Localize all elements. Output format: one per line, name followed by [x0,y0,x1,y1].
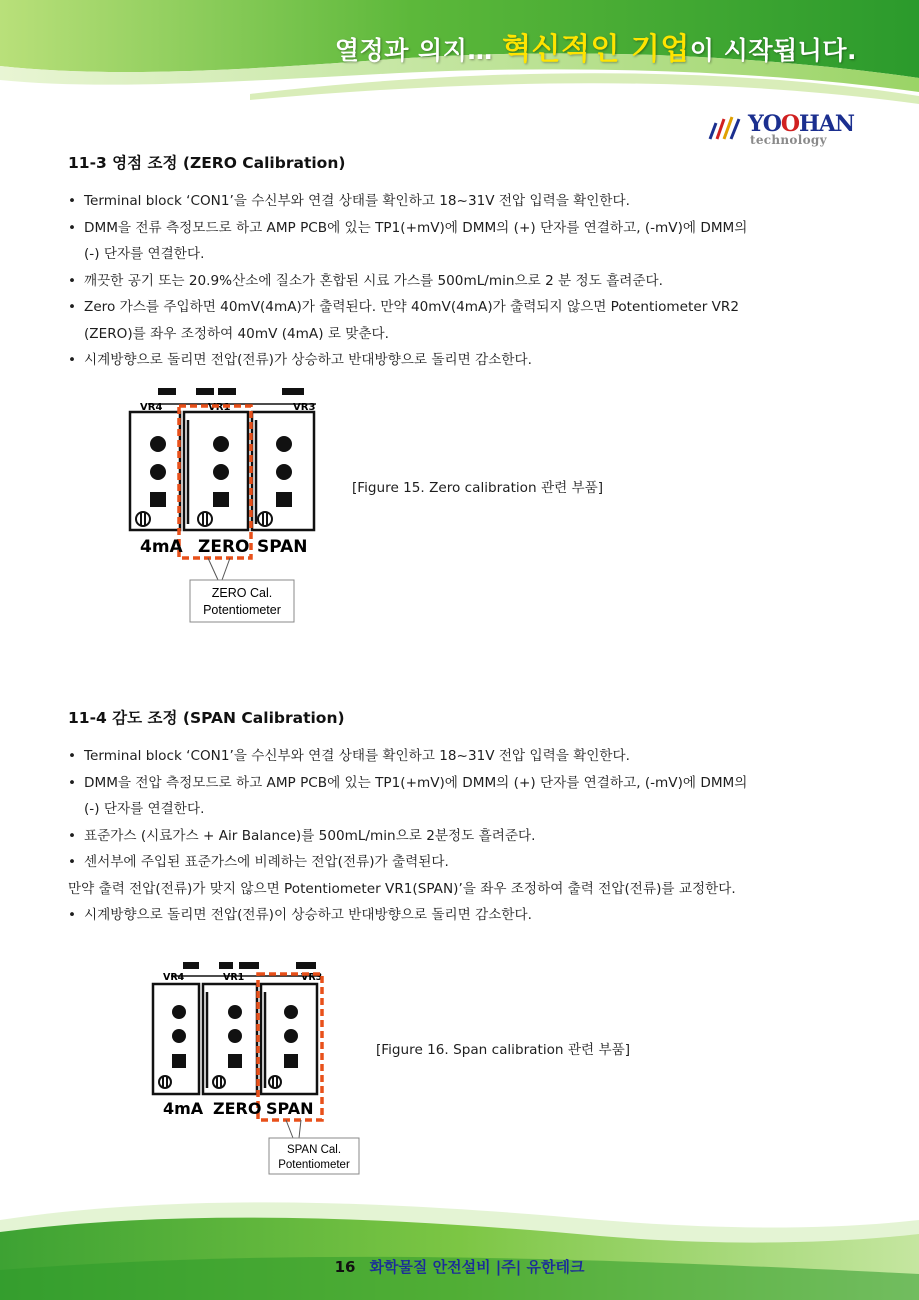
vr-label-2: VR1 [223,972,245,983]
header-slogan [335,24,857,68]
list-item: • Terminal block ‘CON1’을 수신부와 연결 상태를 확인하고 18~31V 전압 입력을 확인한다. [68,188,858,215]
callout-line1: ZERO Cal. [211,586,273,600]
callout-line2: Potentiometer [203,603,281,617]
figure-zero-potentiometer-diagram [118,384,328,629]
list-item: • DMM을 전압 측정모드로 하고 AMP PCB에 있는 TP1(+mV)에 DMM의 (+) 단자를 연결하고, (-mV)에 DMM의 [68,770,858,797]
slogan-post: 이 시작됩니다. [689,36,857,65]
list-item: • 시계방향으로 돌리면 전압(전류)이 상승하고 반대방향으로 돌리면 감소한다. [68,902,858,929]
footer-banner [0,1190,919,1300]
bottom-label-zero: ZERO [213,1099,262,1118]
list-item: • DMM을 전류 측정모드로 하고 AMP PCB에 있는 TP1(+mV)에 DMM의 (+) 단자를 연결하고, (-mV)에 DMM의 [68,215,858,242]
section-title-span: 11-4 감도 조정 (SPAN Calibration) [68,709,345,727]
list-item: • 시계방향으로 돌리면 전압(전류)가 상승하고 반대방향으로 돌리면 감소한다. [68,347,858,374]
zero-procedure-list [68,188,858,374]
span-procedure-list [68,743,858,929]
page-number: 16 [334,1258,356,1276]
bottom-label-zero: ZERO [198,537,250,557]
footer [0,1256,919,1277]
plain-line: 만약 출력 전압(전류)가 맞지 않으면 Potentiometer VR1(SPAN)’을 좌우 조정하여 출력 전압(전류)를 교정한다. [68,880,736,897]
callout-line1: SPAN Cal. [286,1144,342,1156]
slogan-pre: 열정과 의지… [334,36,503,65]
vr-label-1: VR4 [163,972,185,983]
bottom-label-span: SPAN [266,1099,314,1118]
company-logo [706,111,854,151]
vr-label-2: VR1 [208,402,231,413]
vr-label-3: VR3 [301,972,323,983]
list-item-continuation: (-) 단자를 연결한다. [84,801,205,817]
slogan-highlight: 혁신적인 기업 [502,32,690,67]
bottom-label-span: SPAN [257,537,308,557]
figure-15-caption: [Figure 15. Zero calibration 관련 부품] [352,480,604,496]
vr-label-3: VR3 [293,402,316,413]
list-item-continuation: (ZERO)를 좌우 조정하여 40mV (4mA) 로 맞춘다. [84,325,389,342]
list-item: • Zero 가스를 주입하면 40mV(4mA)가 출력된다. 만약 40mV(4mA)가 출력되지 않으면 Potentiometer VR2 [68,294,858,321]
slanted-bars-icon [706,115,748,141]
logo-tagline: technology [750,133,827,147]
bottom-label-4ma: 4mA [163,1099,204,1118]
list-item: • 센서부에 주입된 표준가스에 비례하는 전압(전류)가 출력된다. [68,849,858,876]
list-item-continuation: (-) 단자를 연결한다. [84,246,205,262]
section-title-zero: 11-3 영점 조정 (ZERO Calibration) [68,154,346,172]
logo-brand-text: YOOHAN [748,111,855,137]
list-item: • Terminal block ‘CON1’을 수신부와 연결 상태를 확인하고 18~31V 전압 입력을 확인한다. [68,743,858,770]
callout-line2: Potentiometer [278,1159,350,1171]
footer-title: 화학물질 안전설비 |주| 유한테크 [369,1258,585,1276]
figure-span-potentiometer-diagram [141,958,366,1180]
bottom-label-4ma: 4mA [140,537,183,557]
list-item: • 깨끗한 공기 또는 20.9%산소에 질소가 혼합된 시료 가스를 500mL/min으로 2 분 정도 흘려준다. [68,268,858,295]
list-item: • 표준가스 (시료가스 + Air Balance)를 500mL/min으로 2분정도 흘려준다. [68,823,858,850]
vr-label-1: VR4 [140,402,163,413]
figure-16-caption: [Figure 16. Span calibration 관련 부품] [376,1042,631,1058]
